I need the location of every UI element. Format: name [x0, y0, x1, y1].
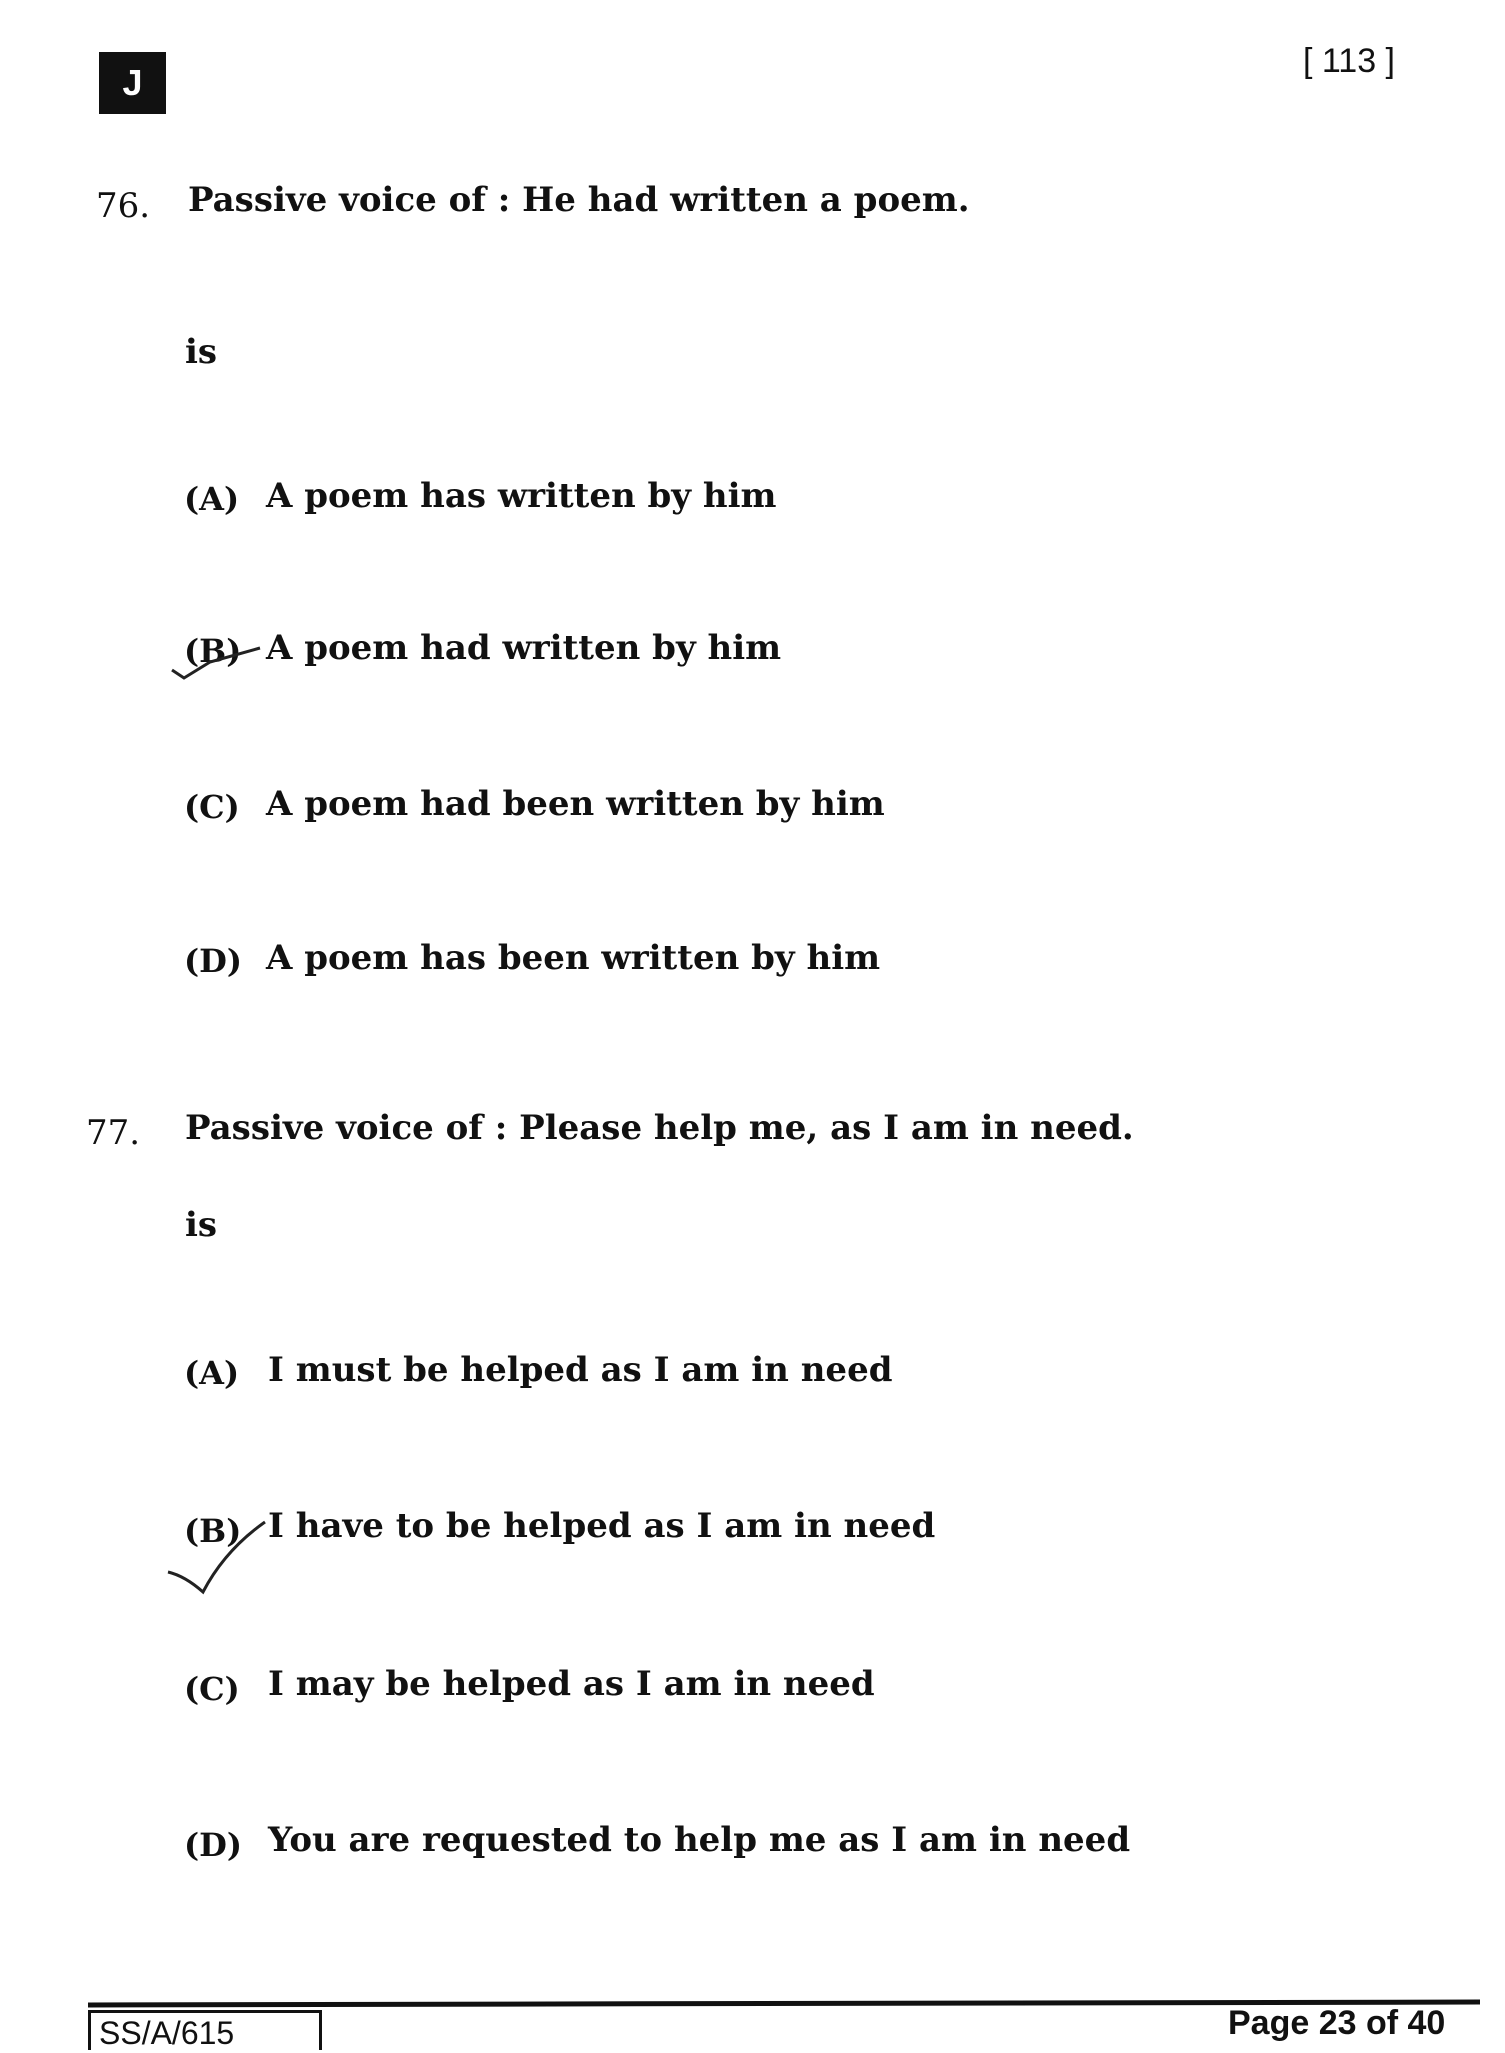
option-label: (D) — [184, 1826, 243, 1864]
question-number: 76. — [96, 186, 151, 226]
paper-code: SS/A/615 — [88, 2010, 322, 2050]
option-text: You are requested to help me as I am in need — [268, 1820, 1131, 1860]
set-letter-badge: J — [99, 52, 166, 114]
checkmark-icon — [165, 1520, 275, 1600]
option-label: (D) — [184, 942, 243, 980]
option-text: A poem has been written by him — [266, 938, 881, 978]
checkmark-icon — [170, 640, 270, 680]
question-text: Passive voice of : He had written a poem. — [188, 180, 970, 220]
question-stem-suffix: is — [185, 332, 218, 372]
option-text: I may be helped as I am in need — [268, 1664, 875, 1704]
option-text: I must be helped as I am in need — [268, 1350, 893, 1390]
question-stem-suffix: is — [185, 1205, 218, 1245]
option-text: A poem has written by him — [266, 476, 777, 516]
option-label: (A) — [184, 480, 240, 518]
option-label: (C) — [184, 1670, 240, 1708]
option-text: A poem had written by him — [266, 628, 782, 668]
option-text: I have to be helped as I am in need — [268, 1506, 936, 1546]
option-label: (A) — [184, 1354, 240, 1392]
question-number: 77. — [86, 1113, 141, 1153]
page-number: Page 23 of 40 — [1228, 2004, 1446, 2042]
option-label: (B) — [184, 632, 242, 670]
option-text: A poem had been written by him — [266, 784, 885, 824]
option-label: (C) — [184, 788, 240, 826]
question-text: Passive voice of : Please help me, as I am in need. — [185, 1108, 1134, 1148]
option-label: (B) — [184, 1512, 242, 1550]
page-code: [ 113 ] — [1303, 42, 1395, 80]
